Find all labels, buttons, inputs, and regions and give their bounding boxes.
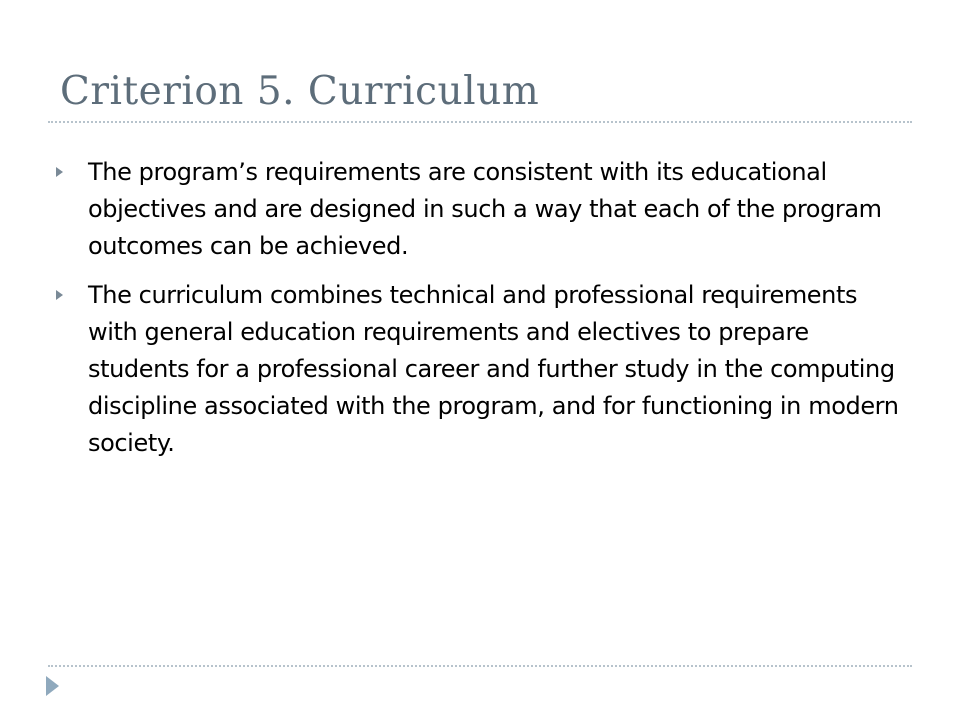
- bullet-text: The program’s requirements are consistent with its educational objectives and are designed in such a way that each of the program outcomes can be achieved.: [88, 158, 882, 260]
- bullet-item: [46, 277, 906, 462]
- slide-title: Criterion 5. Curriculum: [60, 69, 540, 114]
- bullet-item: [46, 154, 906, 265]
- footer-divider: [48, 665, 912, 667]
- triangle-corner-icon: [46, 676, 59, 696]
- triangle-bullet-icon: [56, 290, 63, 300]
- bullet-text: The curriculum combines technical and professional requirements with general education requirements and electives to prepare students for a professional career and further study in the computing discipline associated with the program, and for functioning in modern society.: [88, 281, 899, 457]
- title-divider: [48, 121, 912, 123]
- bullet-list: [46, 154, 906, 474]
- triangle-bullet-icon: [56, 167, 63, 177]
